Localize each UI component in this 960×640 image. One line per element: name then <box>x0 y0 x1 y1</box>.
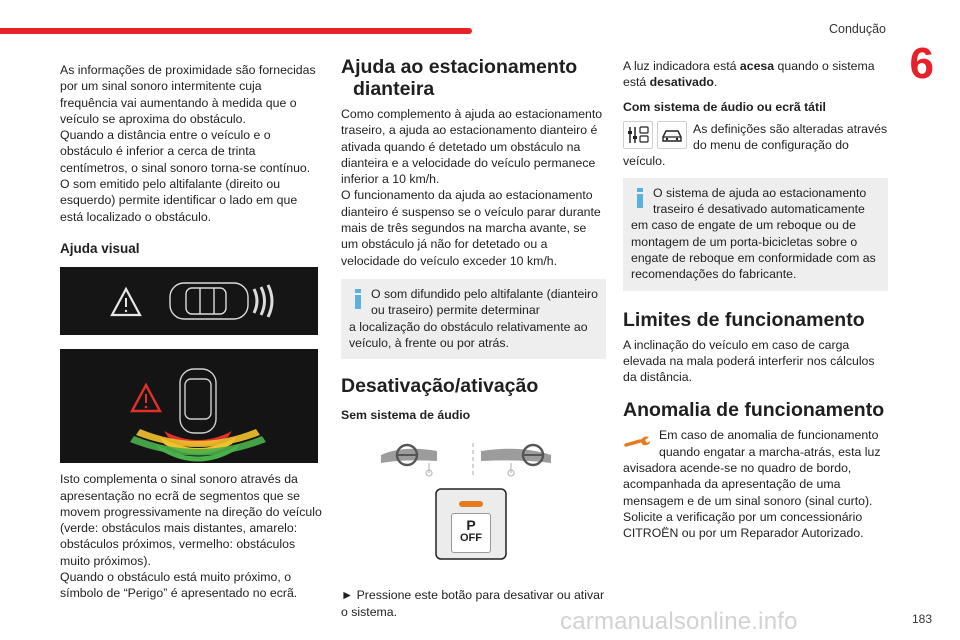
column-1 <box>60 62 322 602</box>
front-parking-heading <box>341 56 606 100</box>
touch-screen-heading: Com sistema de áudio ou ecrã tátil <box>623 99 826 114</box>
limits-text: A inclinação do veículo em caso de carga elevada na mala poderá interferir nos cálculos da distância. <box>623 337 875 385</box>
display-illustration-bottom <box>60 349 318 463</box>
fault-paragraph <box>623 427 888 541</box>
indicator-light-text <box>623 58 888 91</box>
info-note-towing <box>623 178 888 291</box>
light-text-mid: quando o sistema está <box>623 59 875 90</box>
parking-button-p-label: P <box>466 517 476 534</box>
note-towing-first: O sistema de ajuda ao estacionamento traseiro é desativado automaticamente <box>653 185 867 217</box>
front-parking-heading-line-2: dianteira <box>353 78 435 100</box>
front-parking-heading-line-1: Ajuda ao estacionamento <box>341 56 578 78</box>
light-text-end: . <box>713 75 718 90</box>
wrench-icon <box>623 427 653 455</box>
limits-heading: Limites de funcionamento <box>623 308 865 331</box>
touch-screen-paragraph <box>623 121 888 170</box>
section-title: Condução <box>829 22 886 36</box>
light-text-pre: A luz indicadora está <box>623 59 740 73</box>
note-towing-rest: em caso de engate de um reboque ou de montagem de um porta-bicicletas sobre o engate de reboque em conformidade com as recomendações do fabricante. <box>631 218 876 282</box>
parking-button-illustration <box>341 429 606 579</box>
dashboard-button-figure <box>341 429 606 579</box>
fault-heading: Anomalia de funcionamento <box>623 399 885 422</box>
info-icon <box>637 188 643 208</box>
front-parking-paragraph-2: O funcionamento da ajuda ao estacionamento dianteiro é suspenso se o veículo parar durante mais de três segundos na marcha avante, se um obstáculo já não for detetado ou a velocidade do veículo exceder 10 km/h. <box>341 188 601 268</box>
settings-icons <box>623 121 687 149</box>
parking-off-button[interactable] <box>451 513 491 553</box>
note-speaker-first: O som difundido pelo altifalante (dianteiro ou traseiro) permite determinar <box>371 286 598 318</box>
chapter-number: 6 <box>909 39 934 88</box>
intro-paragraph-1: As informações de proximidade são fornecidas por um sinal sonoro intermitente cuja frequência vai aumentando à medida que o veículo se aproxima do obstáculo. <box>60 63 316 126</box>
page-number: 183 <box>911 612 932 626</box>
fault-icon-wrap <box>623 427 653 455</box>
light-text-off: desativado <box>649 75 714 90</box>
intro-paragraph-3: O som emitido pelo altifalante (direito ou esquerdo) permite identificar o lado em que está localizado o obstáculo. <box>60 177 298 224</box>
fault-text: Em caso de anomalia de funcionamento quando engatar a marcha-atrás, esta luz avisadora acende-se no quadro de bordo, acompanhada da apresentação de uma mensagem e de um sinal sonoro (sinal curto). Solicite a verificação por um concessionário CITROËN ou por um Reparador Autorizado. <box>623 428 881 541</box>
column-3 <box>623 58 888 542</box>
steering-right-icon <box>481 445 551 476</box>
info-note-speaker <box>341 279 606 359</box>
watermark: carmanualsonline.info <box>560 608 798 635</box>
visual-aid-heading: Ajuda visual <box>60 240 140 256</box>
press-button-instruction: ► Pressione este botão para desativar ou ativar o sistema. <box>341 588 605 619</box>
parking-display-image <box>60 267 318 335</box>
parking-button-off-label: OFF <box>460 532 482 545</box>
light-text-on: acesa <box>739 59 775 73</box>
visual-paragraph-1: Isto complementa o sinal sonoro através da apresentação no ecrã de segmentos que se movem progressivamente na direção do veículo (verde: obstáculos mais distantes, amarelo: obstáculos próximos, vermelho: obstáculos muito próximos). <box>60 472 322 568</box>
visual-paragraph-2: Quando o obstáculo está muito próximo, o símbolo de “Perigo” é apresentado no ecrã. <box>60 570 298 601</box>
car-settings-icon <box>657 121 687 149</box>
settings-sliders-icon <box>623 121 653 149</box>
note-speaker-rest: a localização do obstáculo relativamente ao veículo, à frente ou por atrás. <box>349 319 588 350</box>
indicator-light-icon <box>459 501 483 507</box>
display-illustration-top <box>60 267 318 335</box>
steering-left-icon <box>381 445 437 476</box>
touch-screen-text: As definições são alteradas através do menu de configuração do veículo. <box>623 121 888 169</box>
deactivation-heading: Desativação/ativação <box>341 375 539 398</box>
front-parking-paragraph-1: Como complemento à ajuda ao estacionamento traseiro, a ajuda ao estacionamento dianteiro é ativada quando é detetado um obstáculo na dianteira e a velocidade do veículo permanece inferior a 10 km/h. <box>341 107 603 187</box>
no-audio-heading: Sem sistema de áudio <box>341 408 471 423</box>
parking-segments-image <box>60 349 318 463</box>
info-icon <box>355 289 361 309</box>
intro-paragraph-2: Quando a distância entre o veículo e o obstáculo é inferior a cerca de trinta centímetros, o sinal sonoro torna-se contínuo. <box>60 128 311 175</box>
column-2 <box>341 56 606 620</box>
top-accent-bar <box>0 28 472 34</box>
